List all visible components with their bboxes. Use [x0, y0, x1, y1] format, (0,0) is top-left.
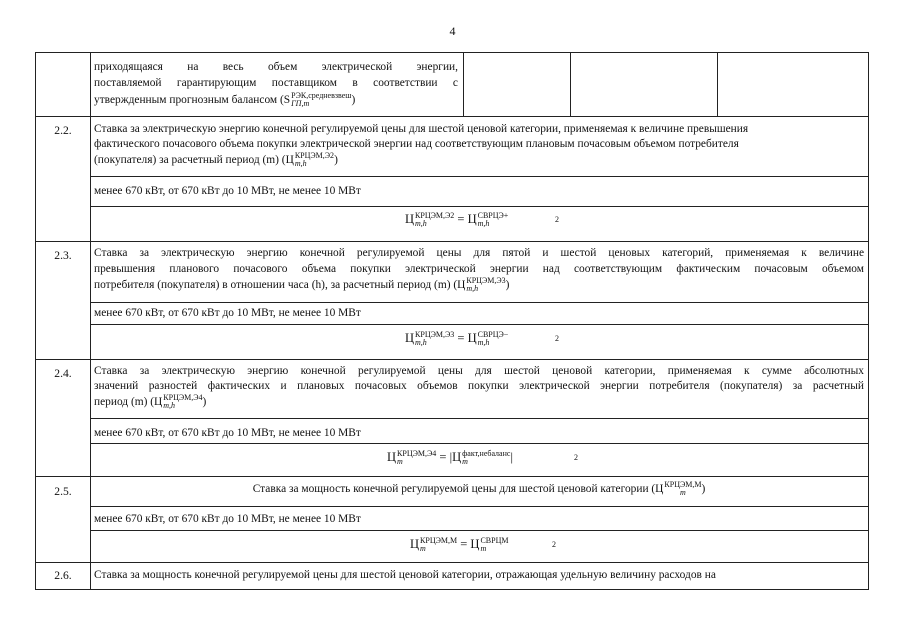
footnote-mark: 2 [552, 540, 556, 549]
row-description-line2: значений разностей фактических и плановых почасовых объемов покупки электрической энергии потребителя (покупателя) за расчетный [94, 380, 864, 392]
page-number: 4 [449, 24, 456, 38]
row-continuation-line1: приходящаяся на весь объем электрической энергии, [94, 61, 458, 73]
row-number: 2.5. [54, 485, 72, 498]
formula: Ц КРЦЭМ,Э4 m = |Ц факт,небаланс m | [387, 449, 513, 467]
row-description-line1: Ставка за электрическую энергию конечной регулируемой цены для шестой ценовой категории, применяемая к сумме абсолютных [94, 365, 864, 377]
consumer-range: менее 670 кВт, от 670 кВт до 10 МВт, не менее 10 МВт [94, 307, 361, 319]
row-continuation-line3: утвержденным прогнозным балансом (S РЭК,средневзвеш ГП,m ) [94, 91, 356, 109]
row-number: 2.2. [54, 124, 72, 137]
row-description-line2: фактического почасового объема покупки электрической энергии над соответствующим плановым почасовым объемом потребителя [94, 138, 739, 150]
row-description: Ставка за мощность конечной регулируемой цены для шестой ценовой категории (Ц КРЦЭМ,М m ) [252, 480, 706, 498]
row-description-line2: превышения планового почасового объема покупки электрической энергии над соответствующим фактическим почасовым объемом [94, 263, 864, 275]
row-continuation-line2: поставляемой гарантирующим поставщиком в соответствии с [94, 77, 458, 89]
row-number: 2.3. [54, 249, 72, 262]
footnote-mark: 2 [555, 334, 559, 343]
row-description-line3: (покупателя) за расчетный период (m) (Ц КРЦЭМ,Э2 m,h ) [94, 151, 338, 169]
formula: Ц КРЦЭМ,М m = Ц СВРЦМ m [410, 536, 509, 554]
consumer-range: менее 670 кВт, от 670 кВт до 10 МВт, не менее 10 МВт [94, 427, 361, 439]
consumer-range: менее 670 кВт, от 670 кВт до 10 МВт, не менее 10 МВт [94, 513, 361, 525]
row-description-line3: период (m) (Ц КРЦЭМ,Э4 m,h ) [94, 393, 207, 411]
formula: Ц КРЦЭМ,Э2 m,h = Ц СВРЦЭ+ m,h [405, 211, 509, 229]
row-description-line3: потребителя (покупателя) в отношении часа (h), за расчетный период (m) (Ц КРЦЭМ,Э3 m,h ) [94, 276, 510, 294]
row-number: 2.6. [54, 569, 72, 582]
row-description-line1: Ставка за мощность конечной регулируемой цены для шестой ценовой категории, отражающая удельную величину расходов на [94, 569, 716, 581]
row-description-line1: Ставка за электрическую энергию конечной регулируемой цены для пятой и шестой ценовых категорий, применяемая к величине [94, 247, 864, 259]
footnote-mark: 2 [574, 453, 578, 462]
footnote-mark: 2 [555, 215, 559, 224]
consumer-range: менее 670 кВт, от 670 кВт до 10 МВт, не менее 10 МВт [94, 185, 361, 197]
formula: Ц КРЦЭМ,Э3 m,h = Ц СВРЦЭ− m,h [405, 330, 509, 348]
row-description-line1: Ставка за электрическую энергию конечной регулируемой цены для шестой ценовой категории, применяемая к величине превышения [94, 123, 749, 135]
row-number: 2.4. [54, 367, 72, 380]
